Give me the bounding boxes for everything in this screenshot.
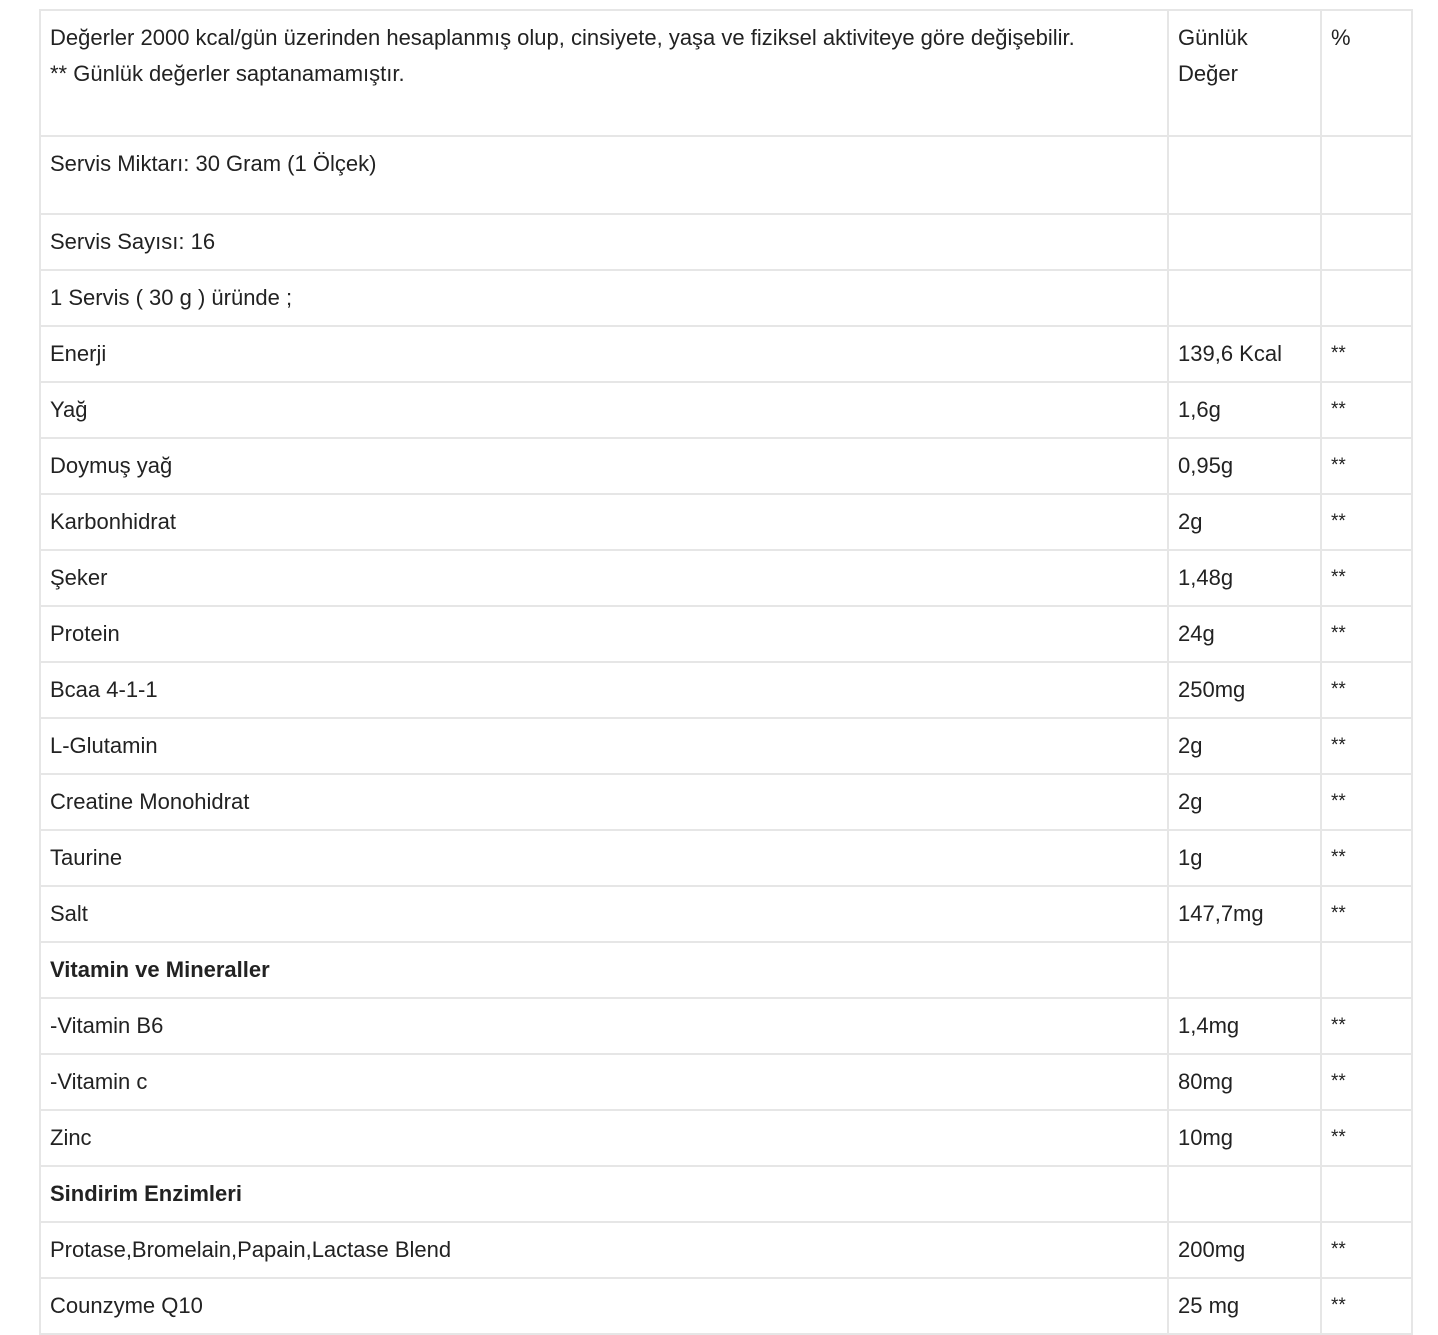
nutrient-name: Şeker — [40, 550, 1168, 606]
table-row — [40, 1278, 1412, 1334]
nutrient-value: 2g — [1168, 718, 1321, 774]
empty-cell — [1321, 136, 1412, 214]
nutrient-percent: ** — [1321, 438, 1412, 494]
empty-cell — [1168, 136, 1321, 214]
daily-value-header — [1168, 10, 1321, 136]
nutrient-name: -Vitamin c — [40, 1054, 1168, 1110]
empty-cell — [1168, 270, 1321, 326]
nutrient-name: Protein — [40, 606, 1168, 662]
nutrient-percent: ** — [1321, 1110, 1412, 1166]
nutrition-facts-table — [39, 9, 1413, 1335]
table-row — [40, 326, 1412, 382]
vitamins-section-title: Vitamin ve Mineraller — [40, 942, 1168, 998]
per-serving-label: 1 Servis ( 30 g ) üründe ; — [40, 270, 1168, 326]
nutrient-percent: ** — [1321, 382, 1412, 438]
table-row — [40, 1054, 1412, 1110]
nutrient-percent: ** — [1321, 886, 1412, 942]
empty-cell — [1168, 1166, 1321, 1222]
table-header-row — [40, 10, 1412, 136]
daily-value-note: Değerler 2000 kcal/gün üzerinden hesaplanmış olup, cinsiyete, yaşa ve fiziksel aktiviteye göre değişebilir. — [50, 25, 1075, 50]
nutrient-value: 1,48g — [1168, 550, 1321, 606]
empty-cell — [1321, 270, 1412, 326]
empty-cell — [1168, 214, 1321, 270]
daily-value-header-line1: Günlük — [1178, 25, 1248, 50]
nutrient-name: L-Glutamin — [40, 718, 1168, 774]
serving-size-row — [40, 136, 1412, 214]
nutrient-value: 10mg — [1168, 1110, 1321, 1166]
nutrient-name: Taurine — [40, 830, 1168, 886]
per-serving-row — [40, 270, 1412, 326]
undetermined-note: ** Günlük değerler saptanamamıştır. — [50, 61, 405, 86]
table-row — [40, 886, 1412, 942]
nutrient-name: Karbonhidrat — [40, 494, 1168, 550]
nutrient-name: Enerji — [40, 326, 1168, 382]
serving-count-label: Servis Sayısı: 16 — [40, 214, 1168, 270]
nutrient-value: 2g — [1168, 774, 1321, 830]
nutrient-name: Zinc — [40, 1110, 1168, 1166]
table-row — [40, 718, 1412, 774]
serving-size-label: Servis Miktarı: 30 Gram (1 Ölçek) — [40, 136, 1168, 214]
nutrient-name: -Vitamin B6 — [40, 998, 1168, 1054]
nutrient-name: Doymuş yağ — [40, 438, 1168, 494]
nutrient-percent: ** — [1321, 998, 1412, 1054]
nutrient-percent: ** — [1321, 494, 1412, 550]
table-row — [40, 494, 1412, 550]
nutrient-value: 250mg — [1168, 662, 1321, 718]
nutrient-name: Protase,Bromelain,Papain,Lactase Blend — [40, 1222, 1168, 1278]
nutrient-percent: ** — [1321, 326, 1412, 382]
empty-cell — [1321, 214, 1412, 270]
nutrient-percent: ** — [1321, 718, 1412, 774]
nutrient-name: Bcaa 4-1-1 — [40, 662, 1168, 718]
table-row — [40, 774, 1412, 830]
table-row — [40, 438, 1412, 494]
table-row — [40, 550, 1412, 606]
nutrient-value: 2g — [1168, 494, 1321, 550]
empty-cell — [1321, 1166, 1412, 1222]
serving-count-row — [40, 214, 1412, 270]
nutrient-name: Counzyme Q10 — [40, 1278, 1168, 1334]
nutrient-value: 1g — [1168, 830, 1321, 886]
vitamins-section-header — [40, 942, 1412, 998]
nutrient-percent: ** — [1321, 1054, 1412, 1110]
nutrient-value: 24g — [1168, 606, 1321, 662]
nutrient-percent: ** — [1321, 606, 1412, 662]
nutrient-percent: ** — [1321, 774, 1412, 830]
nutrient-value: 200mg — [1168, 1222, 1321, 1278]
nutrient-name: Salt — [40, 886, 1168, 942]
nutrient-percent: ** — [1321, 1222, 1412, 1278]
nutrient-value: 1,4mg — [1168, 998, 1321, 1054]
table-row — [40, 998, 1412, 1054]
nutrient-value: 147,7mg — [1168, 886, 1321, 942]
nutrient-value: 0,95g — [1168, 438, 1321, 494]
table-row — [40, 662, 1412, 718]
enzymes-section-header — [40, 1166, 1412, 1222]
percent-header: % — [1321, 10, 1412, 136]
daily-value-note-cell — [40, 10, 1168, 136]
nutrient-percent: ** — [1321, 830, 1412, 886]
table-row — [40, 382, 1412, 438]
nutrient-value: 1,6g — [1168, 382, 1321, 438]
enzymes-section-title: Sindirim Enzimleri — [40, 1166, 1168, 1222]
nutrient-name: Yağ — [40, 382, 1168, 438]
nutrient-percent: ** — [1321, 1278, 1412, 1334]
table-row — [40, 1222, 1412, 1278]
nutrient-name: Creatine Monohidrat — [40, 774, 1168, 830]
empty-cell — [1168, 942, 1321, 998]
nutrient-percent: ** — [1321, 662, 1412, 718]
daily-value-header-line2: Değer — [1178, 61, 1238, 86]
nutrient-percent: ** — [1321, 550, 1412, 606]
table-row — [40, 830, 1412, 886]
table-row — [40, 1110, 1412, 1166]
nutrient-value: 25 mg — [1168, 1278, 1321, 1334]
table-row — [40, 606, 1412, 662]
empty-cell — [1321, 942, 1412, 998]
nutrient-value: 80mg — [1168, 1054, 1321, 1110]
nutrient-value: 139,6 Kcal — [1168, 326, 1321, 382]
